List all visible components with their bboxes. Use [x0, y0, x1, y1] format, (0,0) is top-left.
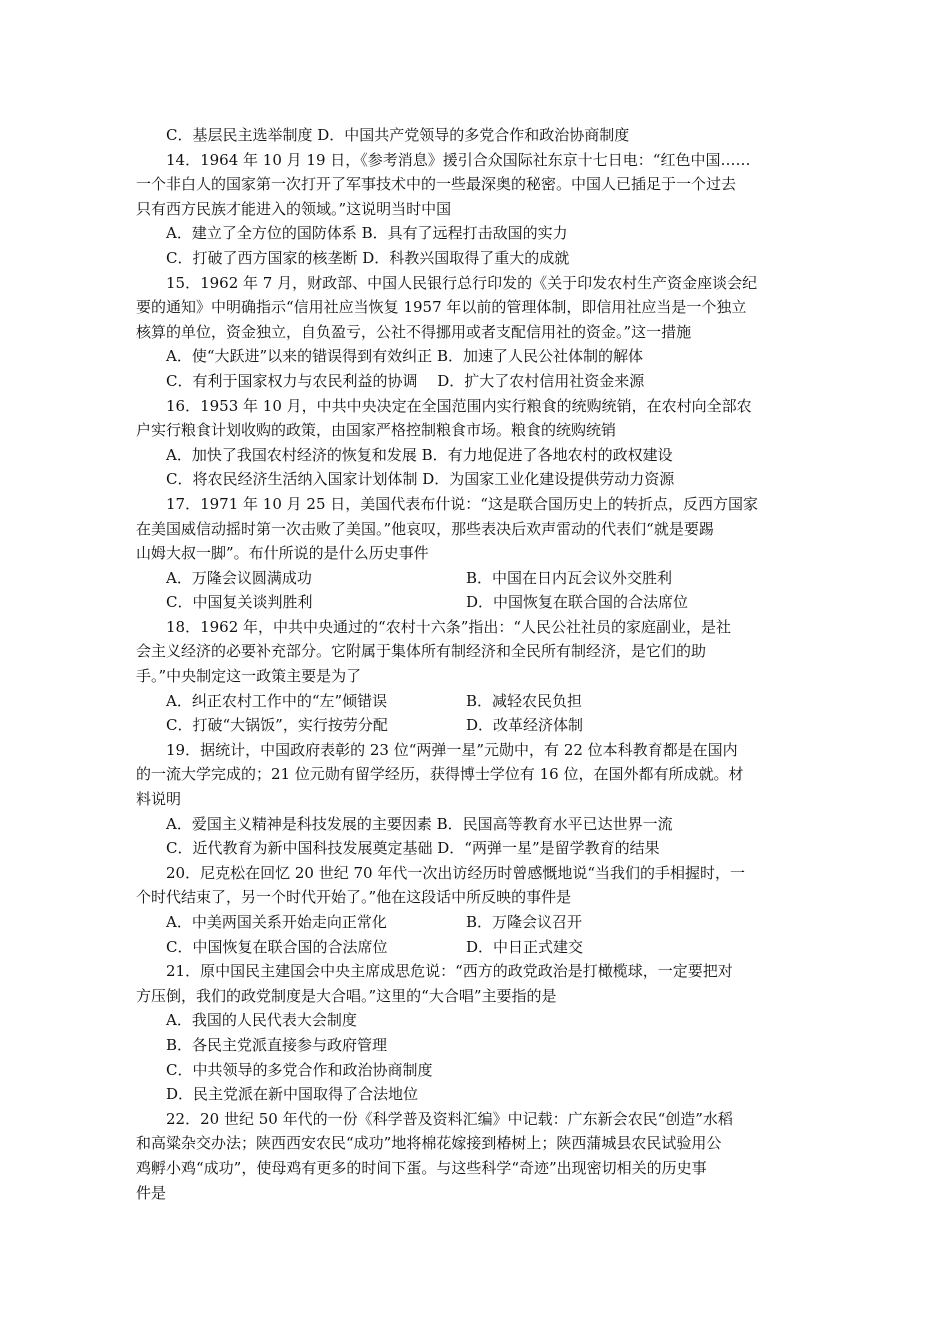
question-17-option-d: D．中国恢复在联合国的合法席位 — [466, 593, 689, 612]
question-21-option-c: C．中共领导的多党合作和政治协商制度 — [166, 1060, 433, 1079]
question-21-option-b: B．各民主党派直接参与政府管理 — [166, 1035, 388, 1054]
question-17-stem: 山姆大叔一脚”。布什所说的是什么历史事件 — [136, 544, 429, 563]
question-22-stem: 和高粱杂交办法；陕西西安农民“成功”地将棉花嫁接到椿树上；陕西蒲城县农民试验用公 — [136, 1134, 722, 1153]
question-18-stem: 会主义经济的必要补充部分。它附属于集体所有制经济和全民所有制经济，是它们的助 — [136, 642, 707, 661]
question-19-stem: 的一流大学完成的；21 位元勋有留学经历，获得博士学位有 16 位，在国外都有所成就。材 — [136, 765, 744, 784]
question-19-stem: 19．据统计，中国政府表彰的 23 位“两弹一星”元勋中，有 22 位本科教育都是在国内 — [166, 740, 738, 759]
question-21-option-d: D．民主党派在新中国取得了合法地位 — [166, 1085, 419, 1104]
question-21-stem: 方压倒，我们的政党制度是大合唱。”这里的“大合唱”主要指的是 — [136, 986, 557, 1005]
question-18-option-b: B．减轻农民负担 — [466, 691, 583, 710]
question-20-stem: 20．尼克松在回忆 20 世纪 70 年代一次出访经历时曾感慨地说“当我们的手相握时，一 — [166, 863, 746, 882]
question-14-stem: 一个非白人的国家第一次打开了军事技术中的一些最深奥的秘密。中国人已插足于一个过去 — [136, 175, 737, 194]
question-17-option-a: A．万隆会议圆满成功 — [166, 568, 312, 587]
question-20-options-row — [136, 935, 812, 960]
question-15-stem: 15．1962 年 7 月，财政部、中国人民银行总行印发的《关于印发农村生产资金座谈会纪 — [166, 273, 758, 292]
question-19-options-cd: C．近代教育为新中国科技发展奠定基础 D．“两弹一星”是留学教育的结果 — [166, 839, 660, 858]
question-15-stem: 核算的单位，资金独立，自负盈亏，公社不得挪用或者支配信用社的资金。”这一措施 — [136, 322, 692, 341]
question-14-options-cd: C．打破了西方国家的核垄断 D．科教兴国取得了重大的成就 — [166, 248, 570, 267]
question-18-option-c: C．打破“大锅饭”，实行按劳分配 — [166, 716, 388, 735]
question-16-options-cd: C．将农民经济生活纳入国家计划体制 D．为国家工业化建设提供劳动力资源 — [166, 470, 675, 489]
exam-page — [136, 123, 812, 1205]
question-20-option-c: C．中国恢复在联合国的合法席位 — [166, 937, 388, 956]
question-18-options-row — [136, 689, 812, 714]
question-19-stem: 料说明 — [136, 790, 182, 809]
question-19-options-ab: A．爱国主义精神是科技发展的主要因素 B．民国高等教育水平已达世界一流 — [166, 814, 673, 833]
question-18-option-a: A．纠正农村工作中的“左”倾错误 — [166, 691, 388, 710]
question-22-stem: 件是 — [136, 1183, 167, 1202]
question-18-stem: 手。”中央制定这一政策主要是为了 — [136, 667, 362, 686]
question-16-stem: 16．1953 年 10 月，中共中央决定在全国范围内实行粮食的统购统销，在农村向全部农 — [166, 396, 752, 415]
question-15-options-cd: C．有利于国家权力与农民利益的协调 D．扩大了农村信用社资金来源 — [166, 371, 645, 390]
question-20-option-a: A．中美两国关系开始走向正常化 — [166, 913, 387, 931]
question-18-stem: 18．1962 年，中共中央通过的“农村十六条”指出：“人民公社社员的家庭副业，是社 — [166, 617, 732, 636]
question-18-option-d: D．改革经济体制 — [466, 716, 584, 735]
question-13-options-cd: C．基层民主选举制度 D．中国共产党领导的多党合作和政治协商制度 — [166, 126, 630, 144]
question-14-options-ab: A．建立了全方位的国防体系 B．具有了远程打击敌国的实力 — [166, 224, 568, 243]
question-22-stem: 鸡孵小鸡“成功”，使母鸡有更多的时间下蛋。与这些科学“奇迹”出现密切相关的历史事 — [136, 1158, 707, 1177]
question-20-stem: 个时代结束了，另一个时代开始了。”他在这段话中所反映的事件是 — [136, 888, 572, 907]
question-20-option-d: D．中日正式建交 — [466, 937, 584, 956]
question-22-stem: 22．20 世纪 50 年代的一份《科学普及资料汇编》中记载：广东新会农民“创造”水稻 — [166, 1109, 733, 1128]
question-20-options-row — [136, 910, 812, 935]
question-18-options-row — [136, 713, 812, 738]
question-20-option-b: B．万隆会议召开 — [466, 913, 583, 931]
question-17-option-c: C．中国复关谈判胜利 — [166, 593, 313, 612]
question-17-stem: 17．1971 年 10 月 25 日，美国代表布什说：“这是联合国历史上的转折点，反西方国家 — [166, 494, 758, 513]
question-17-option-b: B．中国在日内瓦会议外交胜利 — [466, 568, 673, 587]
question-15-options-ab: A．使“大跃进”以来的错误得到有效纠正 B．加速了人民公社体制的解体 — [166, 347, 643, 366]
question-16-stem: 户实行粮食计划收购的政策，由国家严格控制粮食市场。粮食的统购统销 — [136, 421, 617, 440]
question-14-stem: 14．1964 年 10 月 19 日，《参考消息》援引合众国际社东京十七日电：“红色中国…… — [166, 150, 751, 169]
question-17-options-row — [136, 590, 812, 615]
question-14-stem: 只有西方民族才能进入的领域。”这说明当时中国 — [136, 199, 452, 218]
question-15-stem: 要的通知》中明确指示“信用社应当恢复 1957 年以前的管理体制，即信用社应当是一个独立 — [136, 298, 747, 317]
question-21-stem: 21．原中国民主建国会中央主席成思危说：“西方的政党政治是打橄榄球，一定要把对 — [166, 962, 733, 981]
question-17-stem: 在美国威信动摇时第一次击败了美国。”他哀叹，那些表决后欢声雷动的代表们“就是要踢 — [136, 519, 714, 538]
question-17-options-row — [136, 566, 812, 591]
question-21-option-a: A．我国的人民代表大会制度 — [166, 1011, 357, 1030]
question-16-options-ab: A．加快了我国农村经济的恢复和发展 B．有力地促进了各地农村的政权建设 — [166, 445, 673, 464]
